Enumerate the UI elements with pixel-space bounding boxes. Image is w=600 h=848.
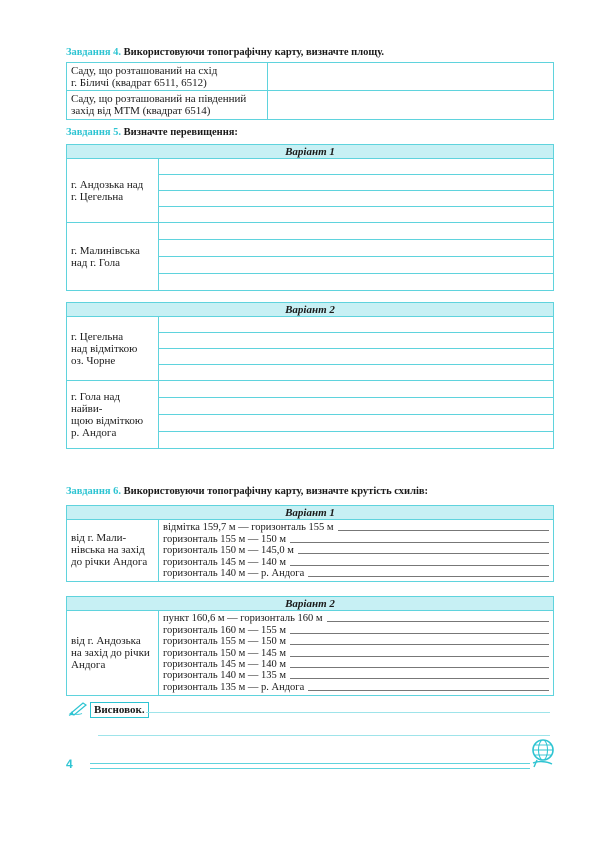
task5-variant1-table bbox=[66, 144, 554, 291]
answer-blank[interactable] bbox=[327, 620, 549, 622]
conclusion-line[interactable] bbox=[146, 712, 550, 713]
variant-header: Варіант 1 bbox=[67, 506, 554, 520]
segment-line[interactable] bbox=[163, 647, 549, 658]
answer-line[interactable] bbox=[159, 223, 554, 240]
answer-blank[interactable] bbox=[290, 541, 549, 543]
task4-label: Завдання 4. bbox=[66, 47, 122, 58]
table-row bbox=[67, 63, 554, 91]
task6-v1-segments bbox=[159, 520, 554, 582]
cell-line: від г. Андозька bbox=[71, 634, 141, 647]
task5-v2-item2-label bbox=[67, 381, 159, 449]
answer-line[interactable] bbox=[159, 257, 554, 274]
task5-label: Завдання 5. bbox=[66, 127, 122, 138]
segment-label: горизонталь 145 м — 140 м bbox=[163, 658, 287, 670]
task4-row1-answer[interactable] bbox=[268, 63, 554, 91]
task5-v1-item1-label bbox=[67, 159, 159, 223]
cell-line: до річки Андога bbox=[71, 556, 148, 569]
variant-header: Варіант 2 bbox=[67, 303, 554, 317]
cell-line: г. Гола над найви- bbox=[71, 390, 121, 415]
answer-line[interactable] bbox=[159, 240, 554, 257]
cell-line: над відміткою bbox=[71, 342, 138, 355]
segment-label: горизонталь 135 м — р. Андога bbox=[163, 681, 305, 693]
answer-line[interactable] bbox=[159, 415, 554, 432]
cell-line: нівська на захід bbox=[71, 544, 145, 557]
segment-line[interactable] bbox=[163, 522, 549, 533]
cell-line: оз. Чорне bbox=[71, 354, 116, 367]
task5-heading bbox=[66, 127, 238, 138]
task4-row1-label bbox=[67, 63, 268, 91]
segment-label: відмітка 159,7 м — горизонталь 155 м bbox=[163, 522, 334, 534]
answer-line[interactable] bbox=[159, 159, 554, 175]
answer-blank[interactable] bbox=[290, 564, 549, 566]
answer-blank[interactable] bbox=[308, 689, 549, 691]
cell-line: г. Цегельна bbox=[71, 190, 124, 203]
answer-line[interactable] bbox=[159, 274, 554, 291]
answer-blank[interactable] bbox=[290, 677, 549, 679]
conclusion-label: Висновок. bbox=[90, 702, 149, 718]
task6-label: Завдання 6. bbox=[66, 486, 122, 497]
segment-label: горизонталь 160 м — 155 м bbox=[163, 624, 287, 636]
segment-line[interactable] bbox=[163, 670, 549, 681]
task4-row2-label bbox=[67, 91, 268, 120]
answer-line[interactable] bbox=[159, 175, 554, 191]
cell-line: р. Андога bbox=[71, 426, 117, 439]
segment-label: пункт 160,6 м — горизонталь 160 м bbox=[163, 613, 323, 625]
task6-v2-label bbox=[67, 611, 159, 696]
task4-row2-answer[interactable] bbox=[268, 91, 554, 120]
answer-blank[interactable] bbox=[298, 552, 549, 554]
task5-text: Визначте перевищення: bbox=[123, 127, 238, 138]
answer-line[interactable] bbox=[159, 398, 554, 415]
cell-line: г. Цегельна bbox=[71, 330, 124, 343]
answer-line[interactable] bbox=[159, 349, 554, 365]
cell-line: від г. Мали- bbox=[71, 532, 127, 545]
cell-line: Саду, що розташований на південний bbox=[71, 93, 247, 105]
task6-v1-label bbox=[67, 520, 159, 582]
segment-line[interactable] bbox=[163, 568, 549, 579]
answer-line[interactable] bbox=[159, 365, 554, 381]
cell-line: г. Біличі (квадрат 6511, 6512) bbox=[71, 76, 207, 89]
task4-heading bbox=[66, 47, 384, 58]
segment-line[interactable] bbox=[163, 624, 549, 635]
globe-icon bbox=[528, 738, 556, 768]
cell-line: г. Малинівська bbox=[71, 244, 140, 257]
variant-header: Варіант 2 bbox=[67, 597, 554, 611]
segment-line[interactable] bbox=[163, 545, 549, 556]
segment-line[interactable] bbox=[163, 613, 549, 624]
cell-line: на захід до річки bbox=[71, 646, 150, 659]
answer-blank[interactable] bbox=[290, 655, 549, 657]
cell-line: г. Андозька над bbox=[71, 178, 144, 191]
segment-line[interactable] bbox=[163, 636, 549, 647]
answer-blank[interactable] bbox=[290, 666, 549, 668]
task5-variant2-table bbox=[66, 302, 554, 449]
segment-line[interactable] bbox=[163, 681, 549, 692]
task6-text: Використовуючи топографічну карту, визначте крутість схилів: bbox=[123, 486, 429, 497]
task6-heading bbox=[66, 486, 428, 497]
segment-label: горизонталь 140 м — 135 м bbox=[163, 670, 287, 682]
cell-line: захід від МТМ (квадрат 6514) bbox=[71, 105, 211, 117]
table-row bbox=[67, 91, 554, 120]
page-number: 4 bbox=[66, 757, 73, 771]
answer-blank[interactable] bbox=[338, 529, 549, 531]
pen-icon bbox=[68, 700, 90, 716]
cell-line: над г. Гола bbox=[71, 256, 121, 269]
cell-line: Андога bbox=[71, 658, 106, 671]
answer-line[interactable] bbox=[159, 381, 554, 398]
answer-blank[interactable] bbox=[308, 575, 549, 577]
cell-line: щою відміткою bbox=[71, 414, 144, 427]
segment-line[interactable] bbox=[163, 556, 549, 567]
task6-v2-segments bbox=[159, 611, 554, 696]
answer-blank[interactable] bbox=[290, 643, 549, 645]
answer-line[interactable] bbox=[159, 333, 554, 349]
footer-bar bbox=[90, 763, 530, 769]
answer-line[interactable] bbox=[159, 207, 554, 223]
answer-line[interactable] bbox=[159, 432, 554, 449]
task5-v2-item1-label bbox=[67, 317, 159, 381]
task4-text: Використовуючи топографічну карту, визначте площу. bbox=[123, 47, 385, 58]
task4-table bbox=[66, 62, 554, 120]
task6-variant1-table bbox=[66, 505, 554, 582]
segment-label: горизонталь 150 м — 145,0 м bbox=[163, 545, 294, 557]
answer-line[interactable] bbox=[159, 317, 554, 333]
answer-blank[interactable] bbox=[290, 632, 549, 634]
conclusion-line[interactable] bbox=[98, 735, 550, 736]
variant-header: Варіант 1 bbox=[67, 145, 554, 159]
task6-variant2-table bbox=[66, 596, 554, 696]
segment-line[interactable] bbox=[163, 659, 549, 670]
task5-v1-item2-label bbox=[67, 223, 159, 291]
segment-label: горизонталь 145 м — 140 м bbox=[163, 556, 287, 568]
segment-label: горизонталь 150 м — 145 м bbox=[163, 647, 287, 659]
segment-label: горизонталь 140 м — р. Андога bbox=[163, 567, 305, 579]
answer-line[interactable] bbox=[159, 191, 554, 207]
segment-line[interactable] bbox=[163, 533, 549, 544]
cell-line: Саду, що розташований на схід bbox=[71, 64, 218, 77]
segment-label: горизонталь 155 м — 150 м bbox=[163, 533, 287, 545]
segment-label: горизонталь 155 м — 150 м bbox=[163, 636, 287, 648]
